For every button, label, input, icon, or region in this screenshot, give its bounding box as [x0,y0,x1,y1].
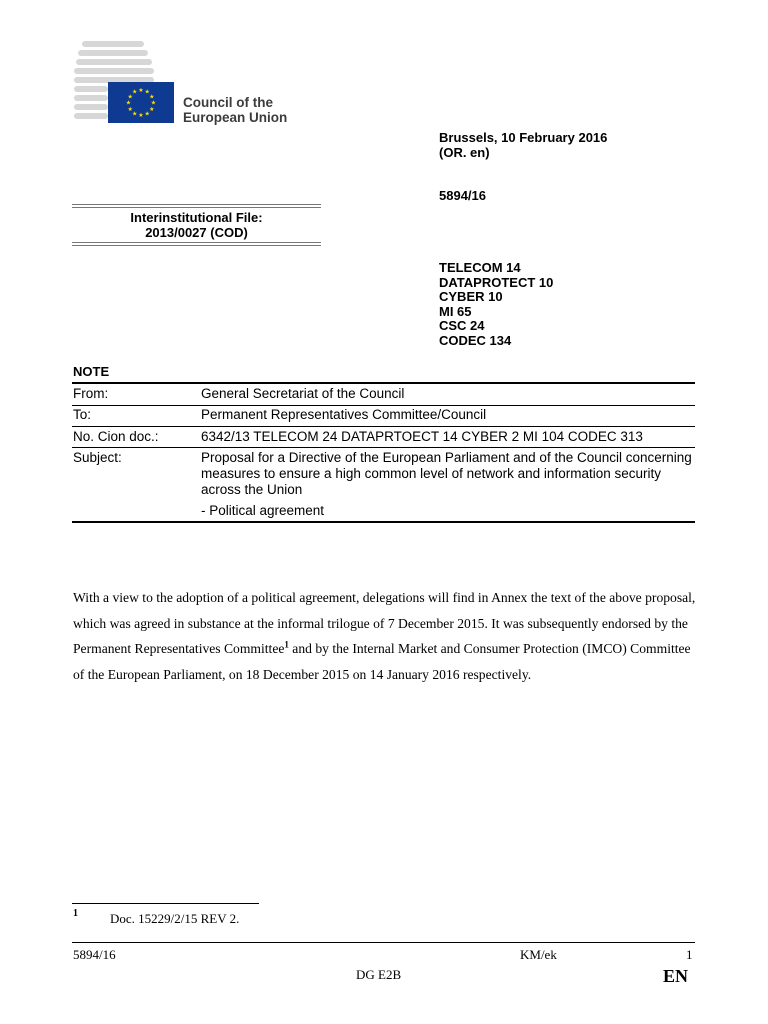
footer-page-number: 1 [686,947,693,962]
footer-doc-number: 5894/16 [73,947,116,962]
footer-dg: DG E2B [356,967,402,982]
note-row-label-cion: No. Cion doc.: [73,429,159,444]
subject-codes [439,261,553,348]
code-item: CODEC 134 [439,332,512,348]
interinstitutional-file-value: 2013/0027 (COD) [145,225,248,240]
original-language: (OR. en) [439,144,490,160]
body-text-part1: With a view to the adoption of a political agreement, delegations will find in Annex the text of the above proposal, which was agreed in substance at the informal trilogue of 7 December 2015. It was subsequently endorsed by the Permanent Representatives Committee [73,590,696,656]
doc-number: 5894/16 [439,188,486,203]
note-row-value-from: General Secretariat of the Council [201,386,405,401]
footnote-text: Doc. 15229/2/15 REV 2. [110,911,240,926]
code-item: CSC 24 [439,318,485,333]
footnote-divider [72,903,259,904]
code-item: MI 65 [439,303,472,319]
code-item: CYBER 10 [439,289,503,304]
footer-divider [72,942,695,943]
place-date-text: Brussels, 10 February 2016 [439,130,608,145]
code-item: TELECOM 14 [439,260,521,275]
note-row-label-from: From: [73,386,109,401]
organization-name [183,95,287,125]
note-row-label-subject: Subject: [73,450,122,465]
interinstitutional-file-box [72,204,321,246]
flag-star-icon: ★ [149,94,155,101]
flag-star-icon: ★ [144,89,150,96]
flag-star-icon: ★ [125,100,132,107]
footnote-number: 1 [73,908,78,919]
note-title: NOTE [73,364,110,379]
flag-star-icon: ★ [144,111,150,118]
footer-initials: KM/ek [520,947,557,962]
flag-star-icon: ★ [127,94,133,101]
footnote-reference[interactable]: 1 [284,639,289,650]
flag-star-icon: ★ [127,106,133,113]
note-row-value-cion: 6342/13 TELECOM 24 DATAPRTOECT 14 CYBER 2 MI 104 CODEC 313 [201,429,643,444]
eu-flag-icon [108,82,174,123]
organization-name-line1: Council of the [183,95,273,110]
note-row-label-to: To: [73,407,92,422]
flag-star-icon: ★ [149,106,155,113]
organization-name-line2: European Union [183,110,288,125]
code-item: DATAPROTECT 10 [439,274,554,290]
note-row-subject-extra: - Political agreement [201,503,325,518]
flag-star-icon: ★ [138,88,144,94]
body-text-part2: and by the Internal Market and Consumer Protection (IMCO) Committee of the European Parliament, on 18 December 2015 on 14 January 2016 respectively. [73,641,691,682]
flag-star-icon: ★ [138,113,144,119]
place-date [439,131,607,160]
body-paragraph [73,585,698,687]
flag-star-icon: ★ [132,111,138,118]
interinstitutional-file-label: Interinstitutional File: [130,210,263,225]
note-row-value-subject: Proposal for a Directive of the European Parliament and of the Council concerning measures to ensure a high common level of network and information security across the Union [201,450,692,497]
flag-star-icon: ★ [132,89,138,96]
footer-language: EN [663,966,689,986]
note-row-value-to: Permanent Representatives Committee/Council [201,407,487,422]
flag-star-icon: ★ [150,100,157,107]
